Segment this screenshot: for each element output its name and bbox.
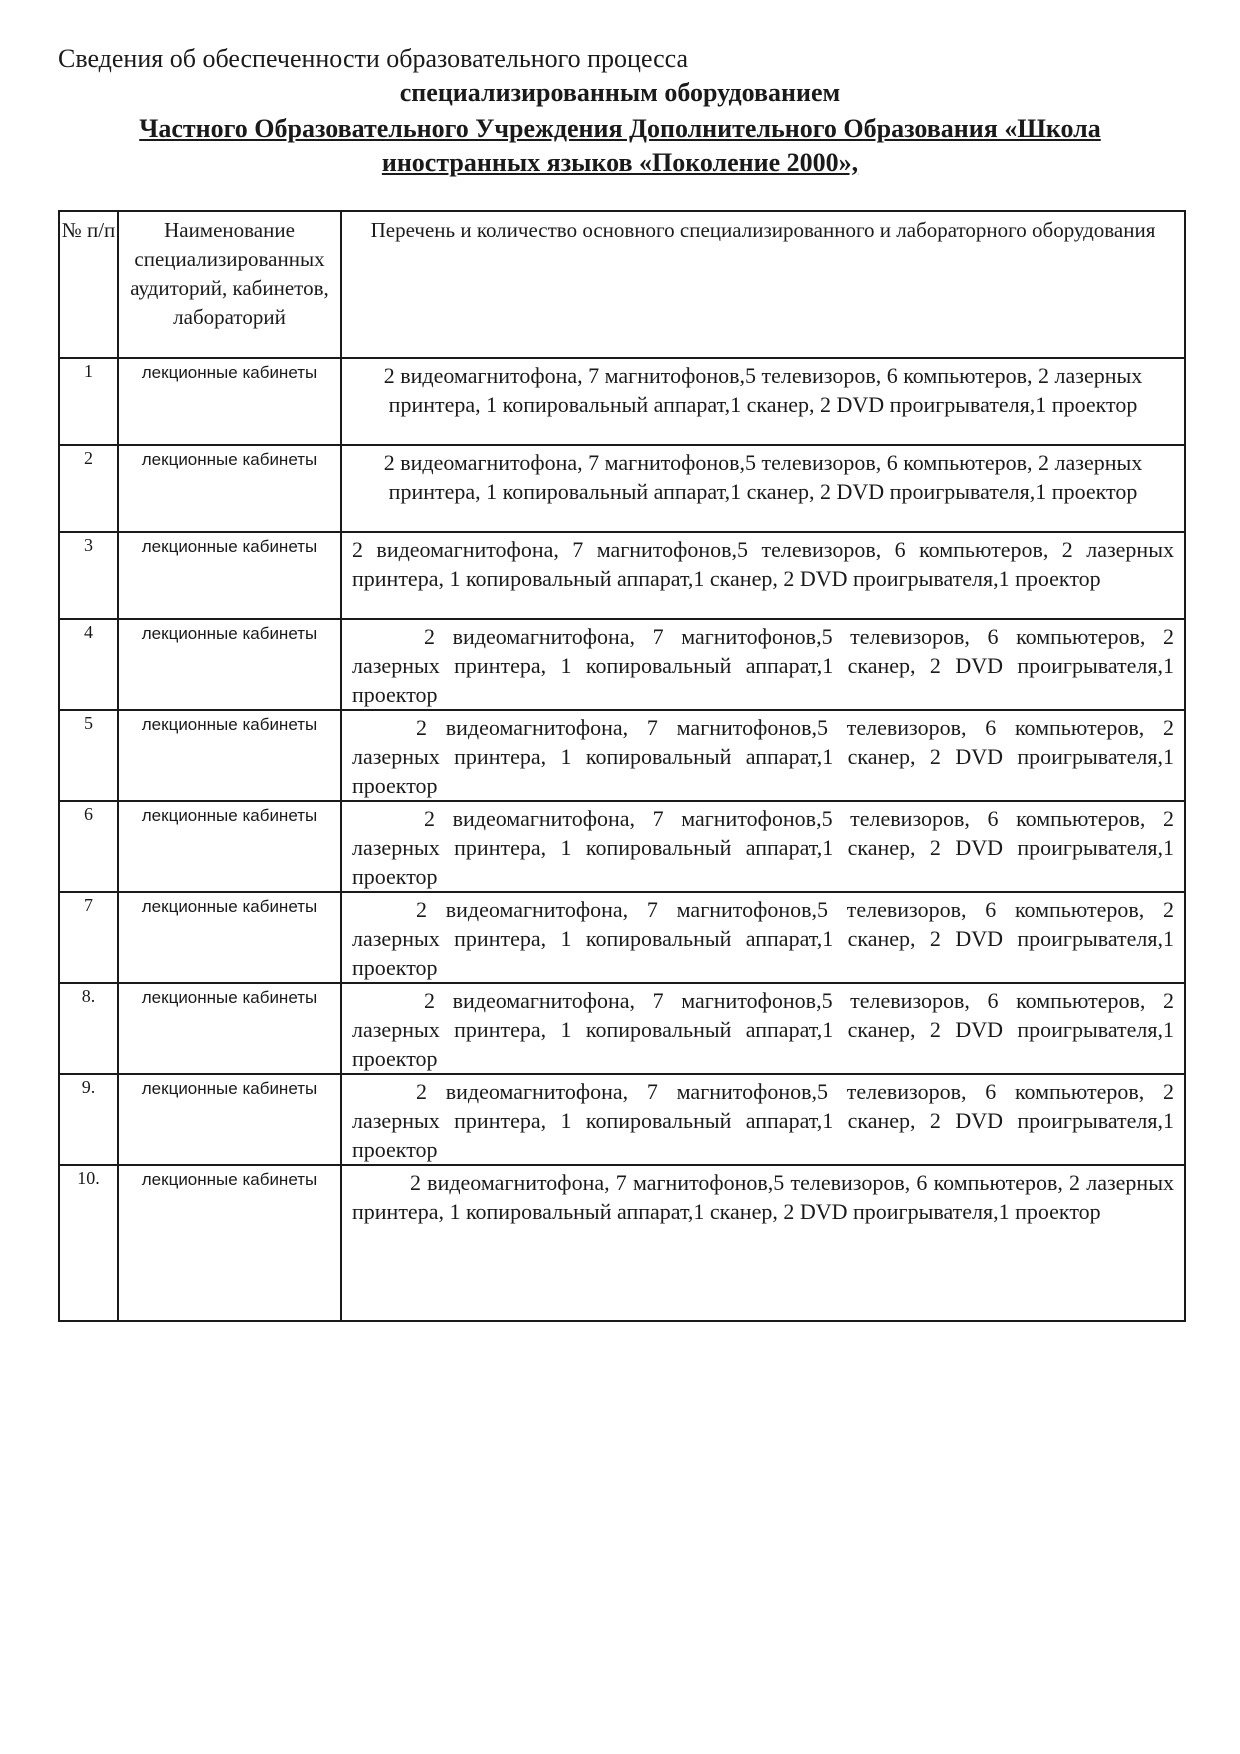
row-number: 3: [59, 532, 118, 619]
equipment-list: 2 видеомагнитофона, 7 магнитофонов,5 телевизоров, 6 компьютеров, 2 лазерных принтера, 1 копировальный аппарат,1 сканер, 2 DVD проигрывателя,1 проектор: [341, 801, 1185, 892]
room-name: лекционные кабинеты: [118, 358, 341, 445]
table-row: [59, 358, 1185, 445]
row-number: 10.: [59, 1165, 118, 1321]
column-header-number: № п/п: [59, 211, 118, 358]
room-name: лекционные кабинеты: [118, 532, 341, 619]
equipment-list: 2 видеомагнитофона, 7 магнитофонов,5 телевизоров, 6 компьютеров, 2 лазерных принтера, 1 копировальный аппарат,1 сканер, 2 DVD проигрывателя,1 проектор: [341, 1074, 1185, 1165]
row-number: 2: [59, 445, 118, 532]
equipment-table: [58, 210, 1186, 1322]
row-number: 4: [59, 619, 118, 710]
row-number: 8.: [59, 983, 118, 1074]
room-name: лекционные кабинеты: [118, 892, 341, 983]
row-number: 1: [59, 358, 118, 445]
room-name: лекционные кабинеты: [118, 1165, 341, 1321]
table-header-row: [59, 211, 1185, 358]
heading-line-1: Сведения об обеспеченности образовательного процесса: [58, 44, 689, 73]
table-row: [59, 710, 1185, 801]
table-row: [59, 445, 1185, 532]
equipment-list: 2 видеомагнитофона, 7 магнитофонов,5 телевизоров, 6 компьютеров, 2 лазерных принтера, 1 копировальный аппарат,1 сканер, 2 DVD проигрывателя,1 проектор: [341, 532, 1185, 619]
equipment-list: 2 видеомагнитофона, 7 магнитофонов,5 телевизоров, 6 компьютеров, 2 лазерных принтера, 1 копировальный аппарат,1 сканер, 2 DVD проигрывателя,1 проектор: [341, 1165, 1185, 1321]
table-row: [59, 983, 1185, 1074]
table-row: [59, 532, 1185, 619]
equipment-list: 2 видеомагнитофона, 7 магнитофонов,5 телевизоров, 6 компьютеров, 2 лазерных принтера, 1 копировальный аппарат,1 сканер, 2 DVD проигрывателя,1 проектор: [341, 619, 1185, 710]
equipment-list: 2 видеомагнитофона, 7 магнитофонов,5 телевизоров, 6 компьютеров, 2 лазерных принтера, 1 копировальный аппарат,1 сканер, 2 DVD проигрывателя,1 проектор: [341, 358, 1185, 445]
room-name: лекционные кабинеты: [118, 983, 341, 1074]
equipment-list: 2 видеомагнитофона, 7 магнитофонов,5 телевизоров, 6 компьютеров, 2 лазерных принтера, 1 копировальный аппарат,1 сканер, 2 DVD проигрывателя,1 проектор: [341, 892, 1185, 983]
column-header-room: Наименование специализированных аудиторий, кабинетов, лабораторий: [118, 211, 341, 358]
room-name: лекционные кабинеты: [118, 1074, 341, 1165]
table-row: [59, 619, 1185, 710]
row-number: 5: [59, 710, 118, 801]
room-name: лекционные кабинеты: [118, 619, 341, 710]
column-header-equipment: Перечень и количество основного специализированного и лабораторного оборудования: [341, 211, 1185, 358]
heading-line-2: специализированным оборудованием: [399, 78, 841, 107]
room-name: лекционные кабинеты: [118, 445, 341, 532]
equipment-list: 2 видеомагнитофона, 7 магнитофонов,5 телевизоров, 6 компьютеров, 2 лазерных принтера, 1 копировальный аппарат,1 сканер, 2 DVD проигрывателя,1 проектор: [341, 445, 1185, 532]
heading-line-4: иностранных языков «Поколение 2000»,: [381, 148, 859, 177]
row-number: 6: [59, 801, 118, 892]
room-name: лекционные кабинеты: [118, 801, 341, 892]
table-row: [59, 801, 1185, 892]
row-number: 7: [59, 892, 118, 983]
equipment-list: 2 видеомагнитофона, 7 магнитофонов,5 телевизоров, 6 компьютеров, 2 лазерных принтера, 1 копировальный аппарат,1 сканер, 2 DVD проигрывателя,1 проектор: [341, 710, 1185, 801]
row-number: 9.: [59, 1074, 118, 1165]
table-row: [59, 1165, 1185, 1321]
table-row: [59, 1074, 1185, 1165]
table-row: [59, 892, 1185, 983]
room-name: лекционные кабинеты: [118, 710, 341, 801]
heading-line-3: Частного Образовательного Учреждения Дополнительного Образования «Школа: [139, 114, 1101, 143]
equipment-list: 2 видеомагнитофона, 7 магнитофонов,5 телевизоров, 6 компьютеров, 2 лазерных принтера, 1 копировальный аппарат,1 сканер, 2 DVD проигрывателя,1 проектор: [341, 983, 1185, 1074]
